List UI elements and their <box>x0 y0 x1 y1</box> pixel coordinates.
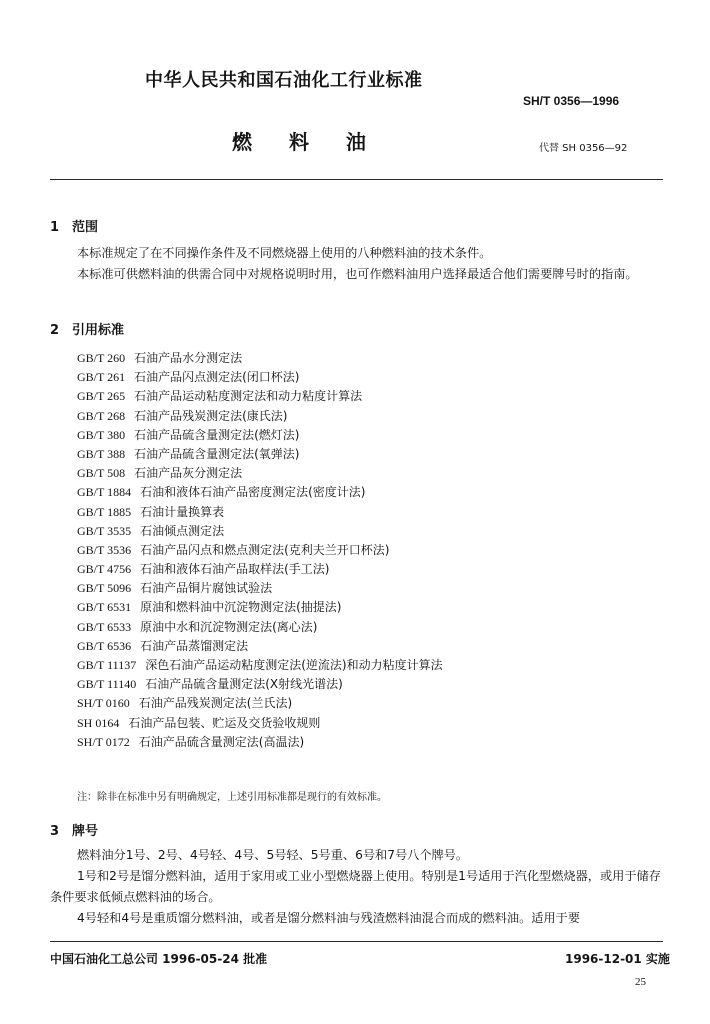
reference-title: 石油产品残炭测定法(康氏法) <box>134 408 288 423</box>
reference-note: 注：除非在标准中另有明确规定，上述引用标准都是现行的有效标准。 <box>77 792 387 803</box>
reference-title: 石油和液体石油产品取样法(手工法) <box>140 562 330 577</box>
reference-item <box>77 714 443 733</box>
reference-item <box>77 464 443 483</box>
reference-code: GB/T 11140 <box>77 677 137 692</box>
reference-title: 石油产品蒸馏测定法 <box>140 638 249 653</box>
section-title: 范围 <box>72 220 99 235</box>
reference-title: 石油产品运动粘度测定法和动力粘度计算法 <box>134 389 363 404</box>
paragraph: 本标准规定了在不同操作条件及不同燃烧器上使用的八种燃料油的技术条件。 <box>77 246 492 260</box>
header-divider <box>50 179 663 180</box>
reference-title: 深色石油产品运动粘度测定法(逆流法)和动力粘度计算法 <box>145 658 443 672</box>
reference-title: 石油产品铜片腐蚀试验法 <box>140 581 273 596</box>
section-title: 牌号 <box>72 824 99 839</box>
reference-title: 原油中水和沉淀物测定法(离心法) <box>140 619 318 634</box>
reference-code: GB/T 3535 <box>77 523 132 538</box>
reference-code: GB/T 265 <box>77 389 126 404</box>
approval-info: 中国石油化工总公司 1996-05-24 批准 <box>50 952 268 966</box>
reference-title: 石油产品水分测定法 <box>134 351 243 365</box>
paragraph: 燃料油分1号、2号、4号轻、4号、5号轻、5号重、6号和7号八个牌号。 <box>77 848 469 862</box>
effective-date: 1996-12-01 实施 <box>565 952 670 966</box>
footer-divider <box>50 941 663 942</box>
reference-code: GB/T 3536 <box>77 542 132 557</box>
reference-title: 石油产品硫含量测定法(高温法) <box>138 734 305 749</box>
reference-code: GB/T 5096 <box>77 581 132 596</box>
reference-title: 石油产品闪点测定法(闭口杯法) <box>134 370 300 385</box>
reference-title: 石油和液体石油产品密度测定法(密度计法) <box>140 485 366 500</box>
replaces-standard: 代替 SH 0356—92 <box>539 143 628 154</box>
reference-item <box>77 694 443 713</box>
reference-item <box>77 368 443 387</box>
reference-item <box>77 387 443 406</box>
paragraph: 4号轻和4号是重质馏分燃料油，或者是馏分燃料油与残渣燃料油混合而成的燃料油。适用于要 <box>77 911 581 925</box>
reference-item <box>77 541 443 560</box>
reference-code: GB/T 6531 <box>77 600 132 615</box>
reference-title: 石油产品硫含量测定法(氧弹法) <box>134 446 300 461</box>
reference-list <box>77 349 443 752</box>
reference-code: GB/T 261 <box>77 370 126 385</box>
reference-item <box>77 522 443 541</box>
reference-code: SH/T 0160 <box>77 696 130 711</box>
reference-item <box>77 598 443 617</box>
reference-code: GB/T 6536 <box>77 638 132 653</box>
reference-item <box>77 637 443 656</box>
reference-title: 石油产品灰分测定法 <box>134 466 243 481</box>
section-number: 3 <box>50 824 60 839</box>
reference-item <box>77 560 443 579</box>
reference-code: GB/T 4756 <box>77 562 132 577</box>
standard-code: SH/T 0356—1996 <box>523 94 620 108</box>
reference-code: GB/T 260 <box>77 351 126 365</box>
issuing-organization: 中华人民共和国石油化工行业标准 <box>145 70 423 91</box>
reference-item <box>77 426 443 445</box>
reference-item <box>77 407 443 426</box>
reference-item <box>77 445 443 464</box>
reference-code: SH 0164 <box>77 715 120 730</box>
section-number: 2 <box>50 323 60 338</box>
document-title: 燃 料 油 <box>232 130 381 154</box>
reference-item <box>77 349 443 368</box>
paragraph: 本标准可供燃料油的供需合同中对规格说明时用，也可作燃料油用户选择最适合他们需要牌号时的指南。 <box>77 267 638 281</box>
reference-code: GB/T 11137 <box>77 658 137 672</box>
reference-title: 石油倾点测定法 <box>140 523 225 538</box>
reference-code: GB/T 6533 <box>77 619 132 634</box>
reference-item <box>77 656 443 675</box>
reference-item <box>77 503 443 522</box>
reference-item <box>77 675 443 694</box>
section-heading <box>50 319 124 338</box>
section-number: 1 <box>50 220 60 235</box>
reference-code: GB/T 1885 <box>77 504 132 519</box>
reference-item <box>77 618 443 637</box>
reference-code: GB/T 508 <box>77 466 126 481</box>
reference-title: 石油计量换算表 <box>140 504 225 519</box>
reference-title: 原油和燃料油中沉淀物测定法(抽提法) <box>140 600 342 615</box>
reference-code: GB/T 380 <box>77 427 126 442</box>
reference-title: 石油产品硫含量测定法(X射线光谱法) <box>145 677 343 692</box>
reference-code: GB/T 268 <box>77 408 126 423</box>
reference-code: GB/T 388 <box>77 446 126 461</box>
reference-code: SH/T 0172 <box>77 734 130 749</box>
page-number: 25 <box>635 976 646 988</box>
reference-item <box>77 579 443 598</box>
reference-code: GB/T 1884 <box>77 485 132 500</box>
section-heading <box>50 820 98 839</box>
section-title: 引用标准 <box>72 323 125 338</box>
reference-title: 石油产品残炭测定法(兰氏法) <box>138 696 293 711</box>
reference-item <box>77 483 443 502</box>
reference-title: 石油产品闪点和燃点测定法(克利夫兰开口杯法) <box>140 542 390 557</box>
reference-item <box>77 733 443 752</box>
paragraph: 1号和2号是馏分燃料油，适用于家用或工业小型燃烧器上使用。特别是1号适用于汽化型燃烧器，或用于储存条件要求低倾点燃料油的场合。 <box>50 869 661 904</box>
section-heading <box>50 216 98 235</box>
reference-title: 石油产品硫含量测定法(燃灯法) <box>134 427 300 442</box>
reference-title: 石油产品包装、贮运及交货验收规则 <box>128 715 321 730</box>
